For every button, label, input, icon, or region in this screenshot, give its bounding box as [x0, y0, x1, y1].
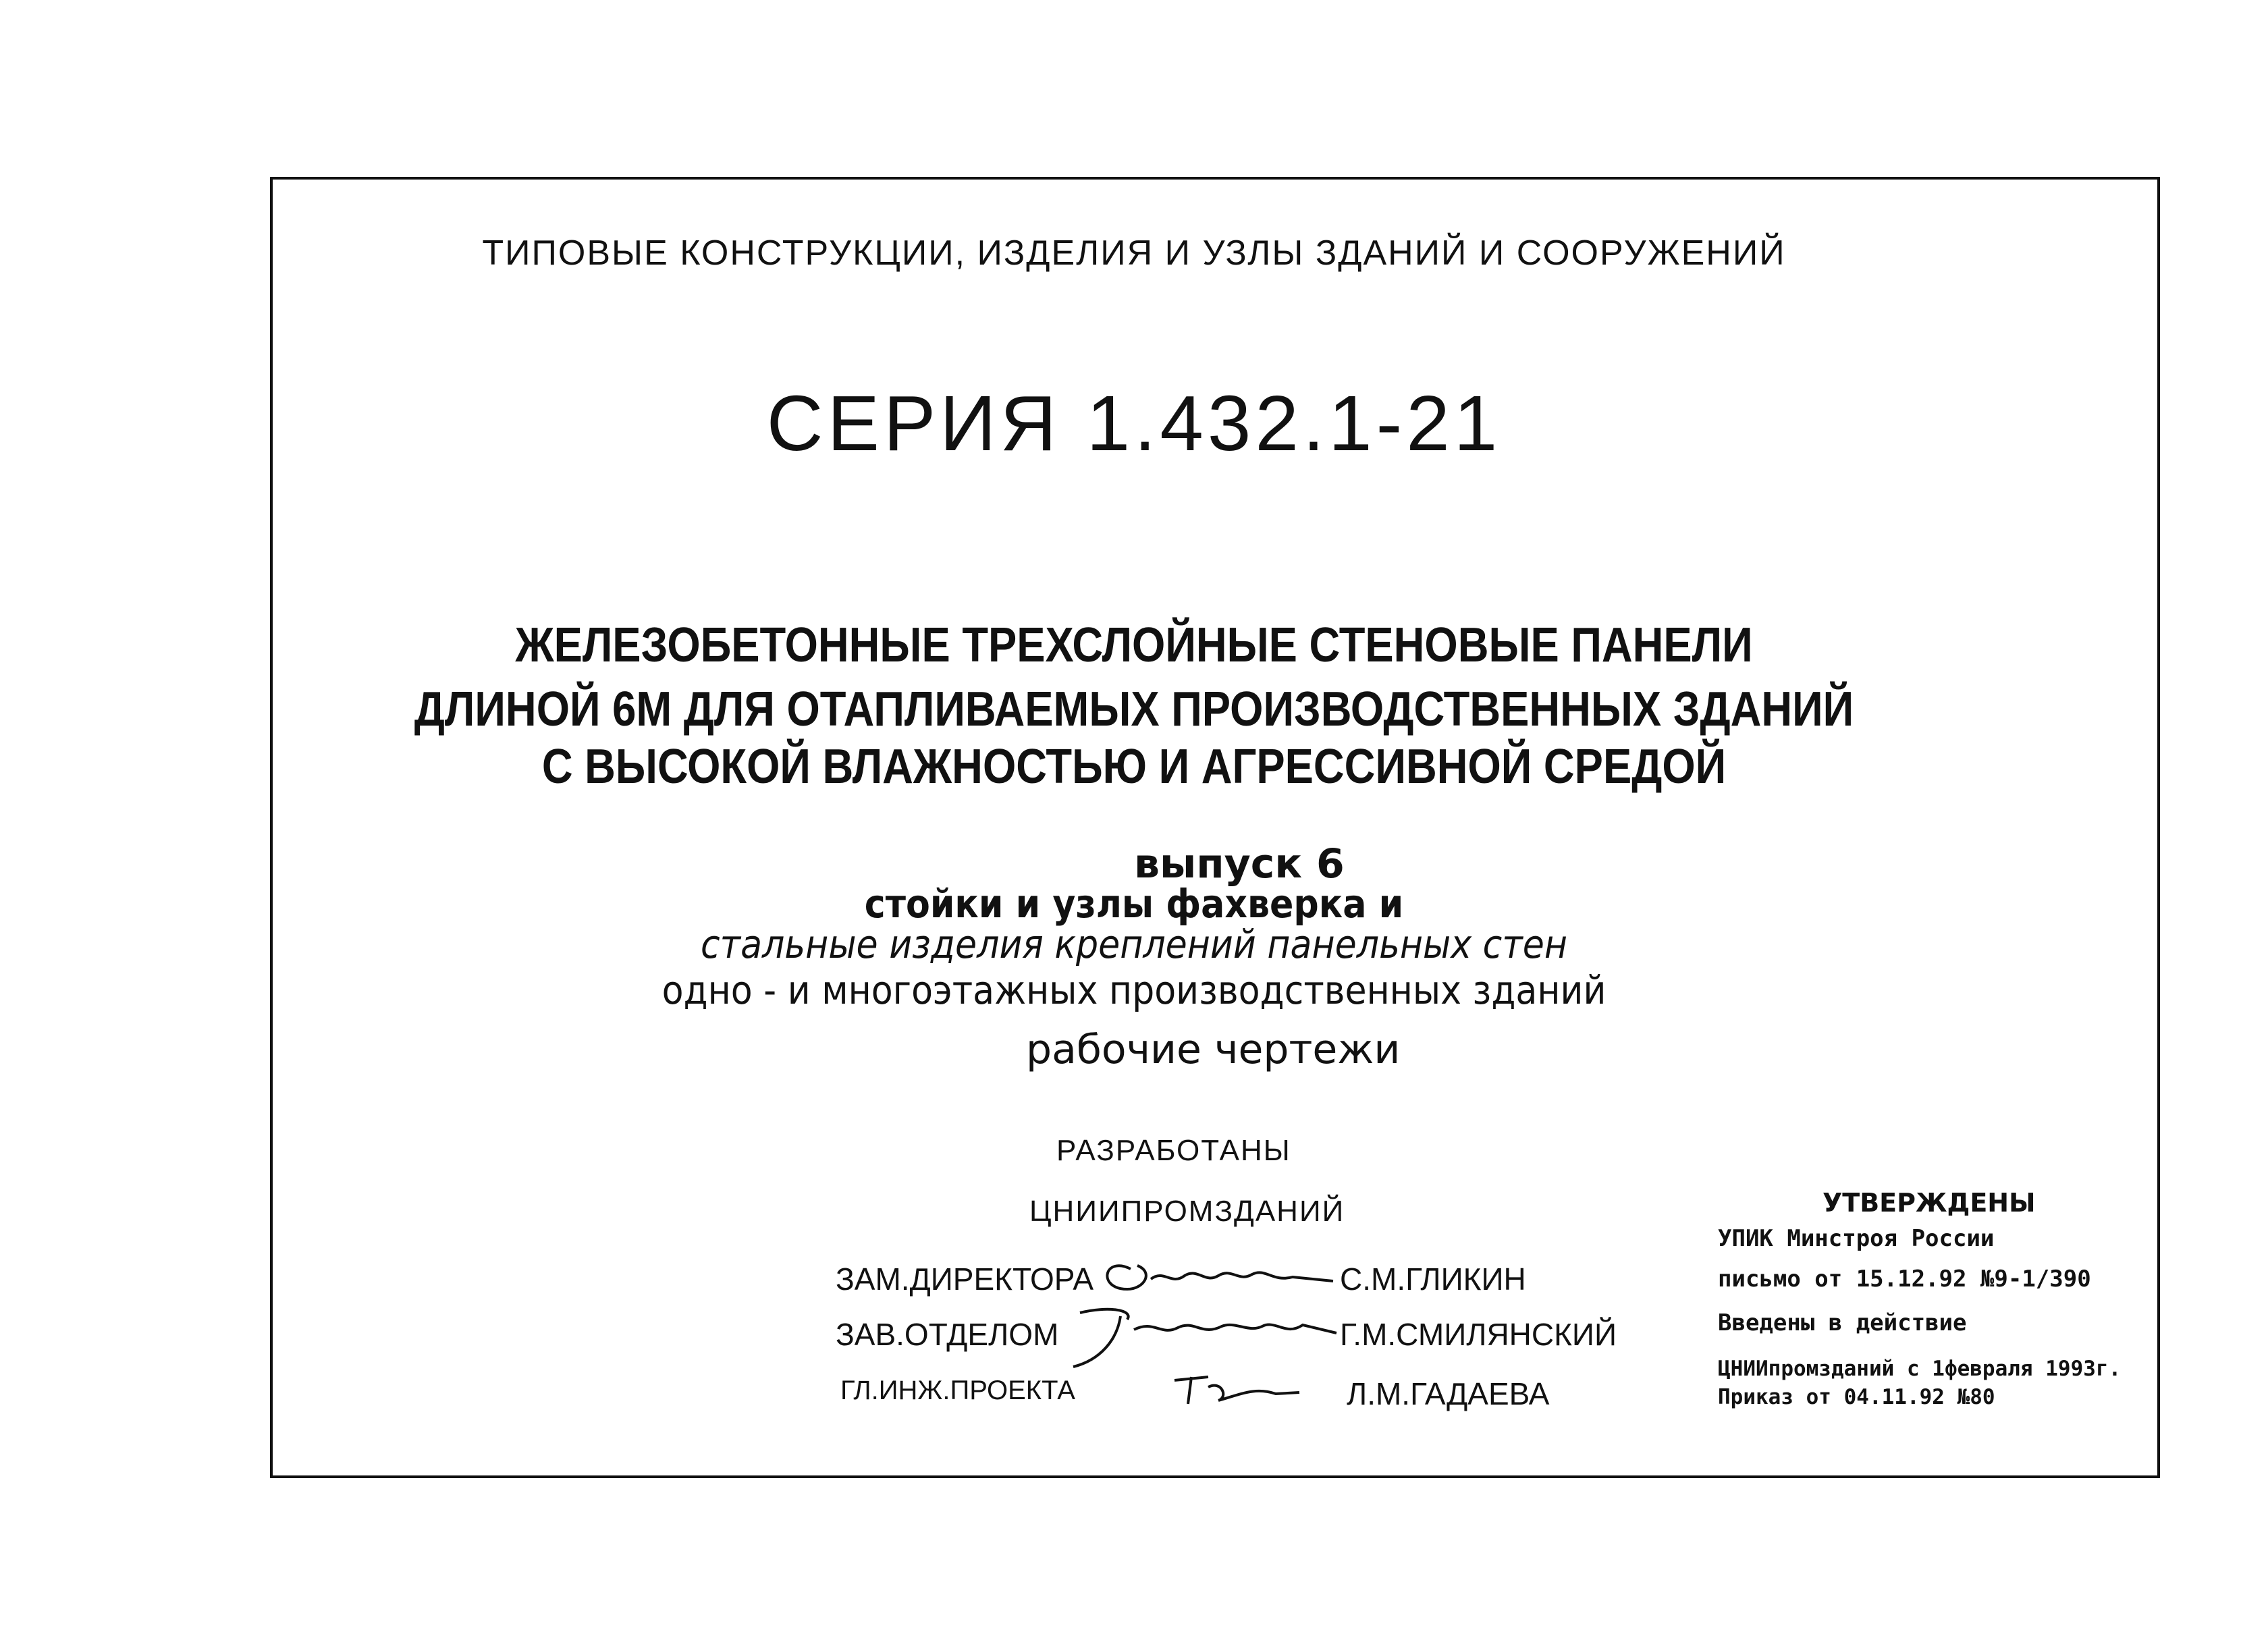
title-line-1: ЖЕЛЕЗОБЕТОННЫЕ ТРЕХСЛОЙНЫЕ СТЕНОВЫЕ ПАНЕЛИ [515, 618, 1753, 672]
approved-label: УТВЕРЖДЕНЫ [1823, 1188, 2036, 1218]
series-number: СЕРИЯ 1.432.1-21 [766, 379, 1502, 467]
signatory-position-1: ЗАМ.ДИРЕКТОРА [836, 1261, 1094, 1297]
series-heading: ТИПОВЫЕ КОНСТРУКЦИИ, ИЗДЕЛИЯ И УЗЛЫ ЗДАНИЙ И СООРУЖЕНИЙ [482, 234, 1786, 273]
developed-org: ЦНИИПРОМЗДАНИЙ [1029, 1195, 1345, 1228]
signature-2 [1053, 1299, 1350, 1374]
signatory-position-2: ЗАВ.ОТДЕЛОМ [836, 1317, 1059, 1352]
issue-label: выпуск 6 [1134, 840, 1345, 888]
issue-line-2: стальные изделия креплений панельных стен [700, 921, 1568, 967]
signatory-position-3: ГЛ.ИНЖ.ПРОЕКТА [840, 1376, 1075, 1405]
signature-1 [1090, 1242, 1347, 1303]
issue-line-1: стойки и узлы фахверка и [864, 881, 1404, 927]
developed-label: РАЗРАБОТАНЫ [1056, 1134, 1291, 1167]
approved-line-3: Введены в действие [1718, 1309, 1967, 1336]
approved-line-1: УПИК Минстроя России [1718, 1225, 1995, 1252]
signatory-name-1: С.М.ГЛИКИН [1340, 1261, 1526, 1297]
signatory-name-3: Л.М.ГАДАЕВА [1347, 1376, 1550, 1411]
signatory-name-2: Г.М.СМИЛЯНСКИЙ [1340, 1317, 1617, 1352]
signature-3 [1168, 1367, 1303, 1414]
approved-line-5: Приказ от 04.11.92 №80 [1718, 1385, 1995, 1409]
issue-line-3: одно - и многоэтажных производственных зданий [662, 967, 1606, 1013]
title-line-2: ДЛИНОЙ 6М ДЛЯ ОТАПЛИВАЕМЫХ ПРОИЗВОДСТВЕННЫХ ЗДАНИЙ [414, 682, 1854, 736]
title-line-3: С ВЫСОКОЙ ВЛАЖНОСТЬЮ И АГРЕССИВНОЙ СРЕДОЙ [541, 740, 1727, 794]
approved-line-4: ЦНИИпромзданий с 1февраля 1993г. [1718, 1357, 2122, 1381]
issue-line-4: рабочие чертежи [1026, 1026, 1401, 1073]
approved-line-2: письмо от 15.12.92 №9-1/390 [1718, 1266, 2091, 1293]
